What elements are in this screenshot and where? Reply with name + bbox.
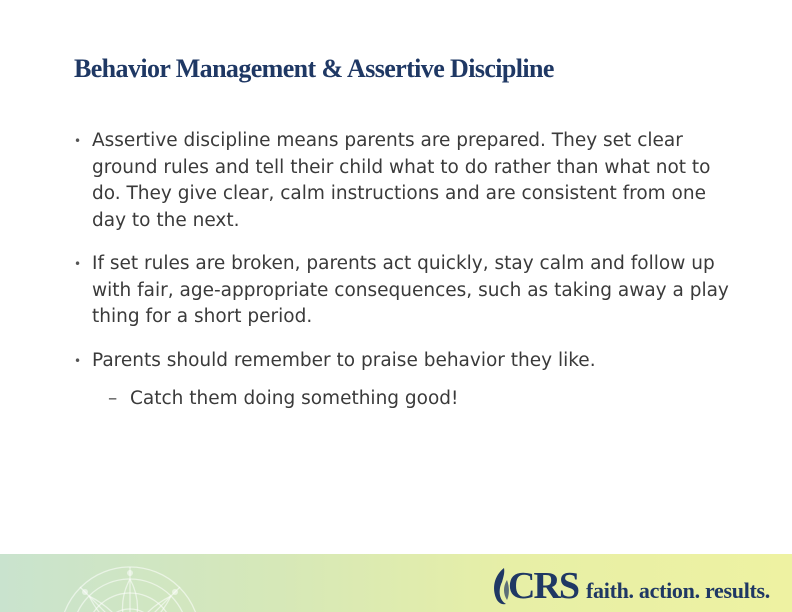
footer-band	[0, 554, 792, 612]
sub-bullet-item	[108, 386, 734, 413]
bullet-symbol: •	[74, 353, 82, 368]
bullet-list	[74, 128, 734, 430]
bullet-symbol: •	[74, 134, 82, 148]
bullet-text: Assertive discipline means parents are prepared. They set clear ground rules and tell their child what to do rather than what not to do. They give clear, calm instructions and are consistent from one day to the next.	[92, 130, 711, 231]
crs-logo	[490, 564, 770, 608]
bullet-item	[74, 128, 734, 234]
bullet-item	[74, 251, 734, 331]
bullet-text: If set rules are broken, parents act quickly, stay calm and follow up with fair, age-appropriate consequences, such as taking away a play thing for a short period.	[92, 253, 729, 327]
sub-bullet-symbol: –	[108, 388, 118, 409]
logo-tagline: faith. action. results.	[586, 578, 770, 603]
bullet-item	[74, 348, 734, 413]
logo-text: CRS	[508, 565, 579, 607]
mandala-ornament-icon	[55, 562, 205, 612]
sub-bullet-text: Catch them doing something good!	[130, 388, 459, 409]
bullet-symbol: •	[74, 257, 82, 271]
slide-title: Behavior Management & Assertive Discipline	[74, 54, 554, 83]
bullet-text: Parents should remember to praise behavior they like.	[92, 349, 596, 371]
